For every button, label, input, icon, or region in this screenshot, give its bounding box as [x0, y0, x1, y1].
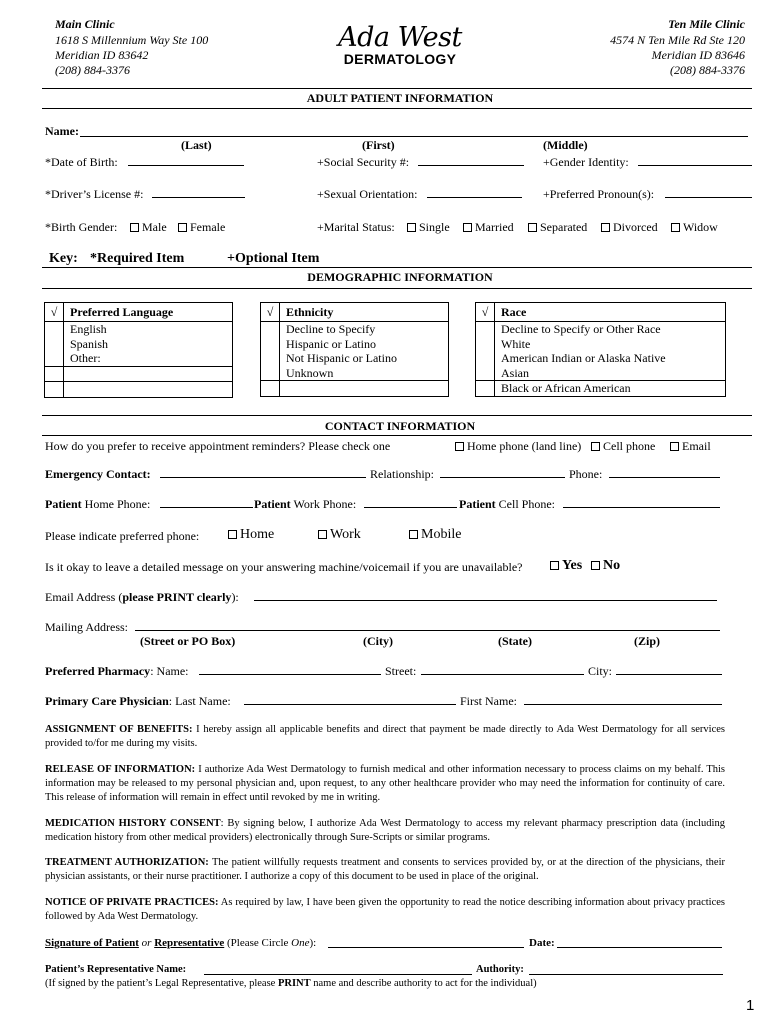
- race-checkbox-cell[interactable]: [476, 366, 495, 381]
- language-checkbox-cell[interactable]: [45, 382, 64, 398]
- divorced-option[interactable]: [601, 220, 658, 235]
- preferred-home-label: Home: [240, 527, 275, 542]
- header-rule: [42, 88, 752, 89]
- ethnicity-option: Hispanic or Latino: [280, 337, 449, 352]
- drivers-license-field[interactable]: [152, 187, 245, 198]
- race-checkbox-cell[interactable]: [476, 322, 495, 337]
- reminder-cell-label: Cell phone: [603, 439, 656, 453]
- reminder-email-label: Email: [682, 439, 711, 453]
- separated-checkbox[interactable]: [528, 223, 537, 232]
- female-option[interactable]: [178, 220, 225, 235]
- main-clinic-name: Main Clinic: [55, 17, 115, 31]
- contact-heading: CONTACT INFORMATION: [324, 419, 476, 433]
- ten-mile-phone: (208) 884-3376: [670, 63, 745, 77]
- pharmacy-name-label: Preferred Pharmacy: Name:: [45, 664, 189, 678]
- notice-of-private-practices: NOTICE OF PRIVATE PRACTICES: As required by law, I have been given the opportunity to read the notice describing information about privacy practices followed by Ada West Dermatology.: [45, 897, 725, 922]
- emergency-phone-field[interactable]: [609, 467, 720, 478]
- widow-checkbox[interactable]: [671, 223, 680, 232]
- relationship-label: Relationship:: [370, 467, 434, 481]
- reminder-email-checkbox[interactable]: [670, 442, 679, 451]
- release-of-information: RELEASE OF INFORMATION: I authorize Ada West Dermatology to furnish medical and other information necessary to process claims on my behalf. This information may be released to my personal physician and, upon request, to any other healthcare provider who may need the information for continuity of care. This release of information will remain in effect until revoked by me in writing.: [45, 764, 725, 803]
- emergency-contact-label: Emergency Contact:: [45, 467, 151, 481]
- key-optional: +Optional Item: [227, 251, 320, 266]
- adult-rule: [42, 108, 752, 109]
- pharmacy-city-field[interactable]: [616, 664, 722, 675]
- preferred-home-checkbox[interactable]: [228, 530, 237, 539]
- female-label: Female: [190, 220, 226, 234]
- cell-phone-field[interactable]: [563, 497, 720, 508]
- relationship-field[interactable]: [440, 467, 565, 478]
- medication-history-consent: MEDICATION HISTORY CONSENT: By signing below, I authorize Ada West Dermatology to access my relevant pharmacy prescription data (including medication history from other medical providers) electronically through Sure-Scripts or similar programs.: [45, 818, 725, 843]
- voicemail-no-option[interactable]: [591, 558, 620, 574]
- signature-field[interactable]: [328, 937, 524, 948]
- ethnicity-header: Ethnicity: [280, 303, 449, 322]
- ada-west-logo: [338, 24, 462, 66]
- separated-option[interactable]: [528, 220, 587, 235]
- pharmacy-street-label: Street:: [385, 664, 417, 678]
- pcp-last-name-label: Primary Care Physician: Last Name:: [45, 694, 231, 708]
- reminder-home-label: Home phone (land line): [467, 439, 582, 453]
- contact-rule-top: [42, 415, 752, 416]
- race-option: Asian: [495, 366, 726, 381]
- married-label: Married: [475, 220, 514, 234]
- gender-identity-field[interactable]: [638, 155, 752, 166]
- ten-mile-clinic-name: Ten Mile Clinic: [668, 17, 745, 31]
- race-option: Black or African American: [495, 381, 726, 397]
- sexual-orientation-field[interactable]: [427, 187, 522, 198]
- ethnicity-checkbox-cell[interactable]: [261, 337, 280, 352]
- pcp-last-name-field[interactable]: [244, 694, 456, 705]
- pcp-first-name-field[interactable]: [524, 694, 722, 705]
- mailing-address-label: Mailing Address:: [45, 620, 128, 634]
- representative-name-field[interactable]: [204, 964, 472, 975]
- pharmacy-street-field[interactable]: [421, 664, 584, 675]
- emergency-phone-label: Phone:: [569, 467, 603, 481]
- key-required: *Required Item: [90, 251, 185, 266]
- adult-patient-info-heading: ADULT PATIENT INFORMATION: [306, 91, 494, 105]
- contact-rule: [42, 435, 752, 436]
- ethnicity-option: [280, 381, 449, 397]
- voicemail-no-label: No: [603, 558, 621, 573]
- preferred-work-option[interactable]: [318, 527, 361, 543]
- logo-sub: DERMATOLOGY: [343, 51, 457, 67]
- language-option: [64, 366, 233, 382]
- ssn-field[interactable]: [418, 155, 524, 166]
- pharmacy-name-field[interactable]: [199, 664, 381, 675]
- ethnicity-checkbox-cell[interactable]: [261, 366, 280, 381]
- city-label: (City): [363, 634, 393, 648]
- single-label: Single: [419, 220, 450, 234]
- last-label: (Last): [181, 138, 212, 152]
- language-option: Spanish: [64, 337, 233, 352]
- email-address-label: Email Address (please PRINT clearly):: [45, 590, 239, 604]
- reminder-email-option[interactable]: [670, 439, 711, 454]
- zip-label: (Zip): [634, 634, 661, 648]
- demographic-rule-top: [42, 267, 752, 268]
- marital-status-label: +Marital Status:: [317, 220, 395, 234]
- race-table: [475, 302, 726, 397]
- name-field[interactable]: [80, 136, 748, 137]
- reminders-question: How do you prefer to receive appointment reminders? Please check one: [45, 439, 391, 453]
- authority-label: Authority:: [476, 964, 524, 975]
- signature-date-label: Date:: [529, 937, 555, 949]
- widow-option[interactable]: [671, 220, 718, 235]
- signature-label: Signature of Patient or Representative (Please Circle One):: [45, 937, 317, 949]
- main-clinic-address1: 1618 S Millennium Way Ste 100: [55, 33, 209, 47]
- reminder-home-option[interactable]: [455, 439, 581, 454]
- name-label: Name:: [45, 124, 79, 138]
- sexual-orientation-label: +Sexual Orientation:: [317, 187, 418, 201]
- home-phone-field[interactable]: [160, 497, 253, 508]
- single-option[interactable]: [407, 220, 450, 235]
- divorced-label: Divorced: [613, 220, 658, 234]
- page-number: 1: [746, 997, 755, 1014]
- divorced-checkbox[interactable]: [601, 223, 610, 232]
- language-checkbox-cell[interactable]: [45, 322, 64, 337]
- race-checkbox-cell[interactable]: [476, 351, 495, 366]
- ten-mile-address2: Meridian ID 83646: [651, 48, 745, 62]
- mailing-address-field[interactable]: [135, 620, 720, 631]
- ethnicity-checkbox-cell[interactable]: [261, 351, 280, 366]
- married-checkbox[interactable]: [463, 223, 472, 232]
- ssn-label: +Social Security #:: [317, 155, 410, 169]
- race-option: White: [495, 337, 726, 352]
- ethnicity-checkbox-cell[interactable]: [261, 322, 280, 337]
- male-label: Male: [142, 220, 167, 234]
- assignment-of-benefits: ASSIGNMENT OF BENEFITS: I hereby assign all applicable benefits and direct that payment be made directly to Ada West Dermatology for all services provided to/for me during my visits.: [45, 724, 725, 749]
- cell-phone-label: Patient Cell Phone:: [459, 497, 555, 511]
- language-header: Preferred Language: [64, 303, 233, 322]
- preferred-home-option[interactable]: [228, 527, 274, 543]
- preferred-phone-label: Please indicate preferred phone:: [45, 529, 200, 543]
- preferred-mobile-checkbox[interactable]: [409, 530, 418, 539]
- representative-name-label: Patient’s Representative Name:: [45, 964, 187, 975]
- preferred-work-checkbox[interactable]: [318, 530, 327, 539]
- voicemail-yes-option[interactable]: [550, 558, 582, 574]
- authority-field[interactable]: [529, 964, 723, 975]
- main-clinic-phone: (208) 884-3376: [55, 63, 130, 77]
- reminder-cell-checkbox[interactable]: [591, 442, 600, 451]
- race-header: Race: [495, 303, 726, 322]
- dob-field[interactable]: [128, 155, 244, 166]
- race-option: American Indian or Alaska Native: [495, 351, 726, 366]
- language-option: [64, 382, 233, 398]
- preferred-mobile-option[interactable]: [409, 527, 461, 543]
- female-checkbox[interactable]: [178, 223, 187, 232]
- treatment-authorization: TREATMENT AUTHORIZATION: The patient willfully requests treatment and consents to services provided by, or at the direction of the physicians, their physician assistants, or their nurse practitioner. I authorize a copy of this document to be used in place of the original.: [45, 857, 725, 882]
- race-checkbox-cell[interactable]: [476, 381, 495, 397]
- drivers-license-label: *Driver’s License #:: [45, 187, 144, 201]
- home-phone-label: Patient Home Phone:: [45, 497, 151, 511]
- ethnicity-checkbox-cell[interactable]: [261, 381, 280, 397]
- male-option[interactable]: [130, 220, 167, 235]
- pronouns-field[interactable]: [665, 187, 752, 198]
- race-check-header: √: [476, 303, 495, 322]
- language-checkbox-cell[interactable]: [45, 366, 64, 382]
- language-check-header: √: [45, 303, 64, 322]
- widow-label: Widow: [683, 220, 718, 234]
- ethnicity-table: [260, 302, 449, 397]
- work-phone-field[interactable]: [364, 497, 457, 508]
- ethnicity-check-header: √: [261, 303, 280, 322]
- dob-label: *Date of Birth:: [45, 155, 118, 169]
- pcp-first-name-label: First Name:: [460, 694, 517, 708]
- reminder-home-checkbox[interactable]: [455, 442, 464, 451]
- work-phone-label: Patient Work Phone:: [254, 497, 357, 511]
- married-option[interactable]: [463, 220, 514, 235]
- language-checkbox-cell[interactable]: [45, 351, 64, 366]
- pharmacy-city-label: City:: [588, 664, 613, 678]
- preferred-work-label: Work: [330, 527, 361, 542]
- language-checkbox-cell[interactable]: [45, 337, 64, 352]
- ethnicity-option: Unknown: [280, 366, 449, 381]
- ethnicity-option: Not Hispanic or Latino: [280, 351, 449, 366]
- gender-identity-label: +Gender Identity:: [543, 155, 629, 169]
- pronouns-label: +Preferred Pronoun(s):: [543, 187, 655, 201]
- single-checkbox[interactable]: [407, 223, 416, 232]
- language-table: [44, 302, 233, 398]
- language-option: Other:: [64, 351, 233, 366]
- preferred-mobile-label: Mobile: [421, 527, 462, 542]
- birth-gender-label: *Birth Gender:: [45, 220, 118, 234]
- voicemail-no-checkbox[interactable]: [591, 561, 600, 570]
- reminder-cell-option[interactable]: [591, 439, 655, 454]
- emergency-contact-field[interactable]: [160, 467, 366, 478]
- demographic-rule: [42, 288, 752, 289]
- language-option: English: [64, 322, 233, 337]
- representative-note: (If signed by the patient’s Legal Representative, please PRINT name and describe authority to act for the individual): [45, 978, 537, 989]
- voicemail-yes-label: Yes: [562, 558, 583, 573]
- logo-script: Ada West: [338, 22, 462, 53]
- separated-label: Separated: [540, 220, 588, 234]
- ethnicity-option: Decline to Specify: [280, 322, 449, 337]
- key-label: Key:: [49, 251, 78, 266]
- middle-label: (Middle): [543, 138, 588, 152]
- first-label: (First): [362, 138, 395, 152]
- voicemail-question: Is it okay to leave a detailed message on your answering machine/voicemail if you are unavailable?: [45, 560, 523, 574]
- ten-mile-address1: 4574 N Ten Mile Rd Ste 120: [610, 33, 745, 47]
- signature-date-field[interactable]: [557, 937, 722, 948]
- race-option: Decline to Specify or Other Race: [495, 322, 726, 337]
- male-checkbox[interactable]: [130, 223, 139, 232]
- email-address-field[interactable]: [254, 590, 717, 601]
- street-label: (Street or PO Box): [140, 634, 236, 648]
- main-clinic-address2: Meridian ID 83642: [55, 48, 149, 62]
- state-label: (State): [498, 634, 532, 648]
- demographic-heading: DEMOGRAPHIC INFORMATION: [307, 270, 493, 284]
- voicemail-yes-checkbox[interactable]: [550, 561, 559, 570]
- race-checkbox-cell[interactable]: [476, 337, 495, 352]
